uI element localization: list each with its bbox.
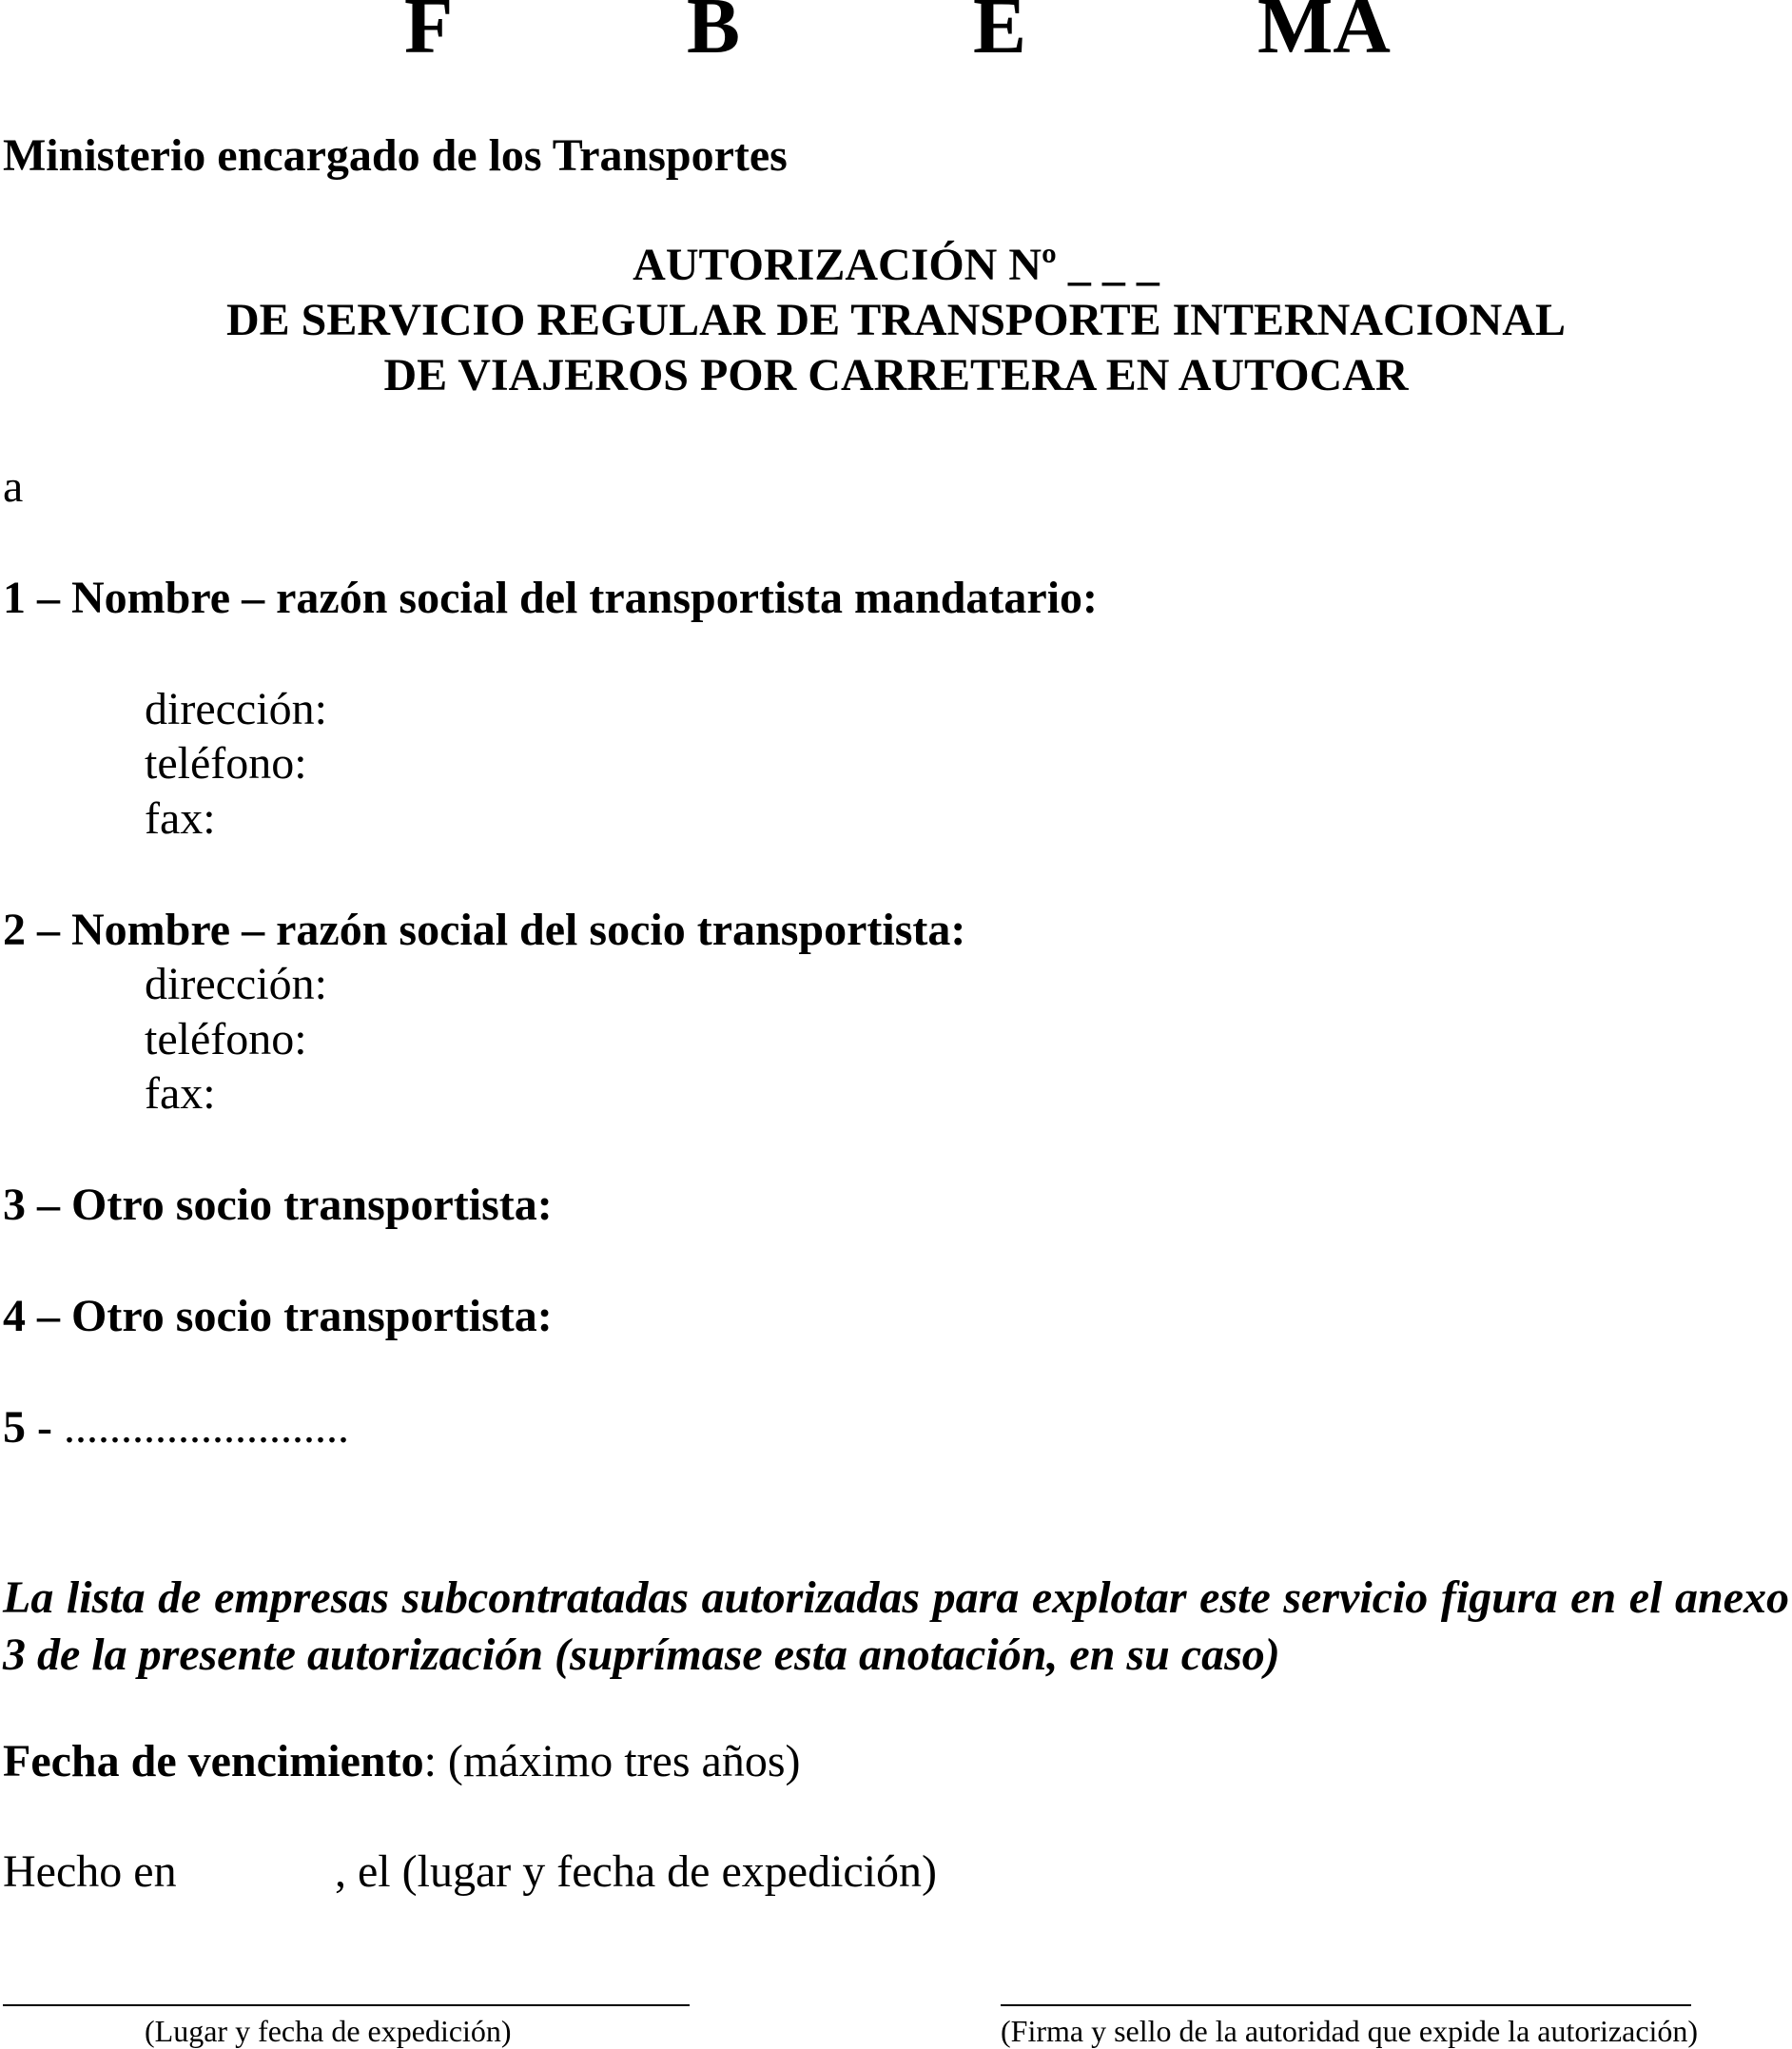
section-1-heading: 1 – Nombre – razón social del transportista mandatario:: [3, 573, 1099, 623]
signature-line-left: [3, 2004, 690, 2006]
section-4-heading: 4 – Otro socio transportista:: [3, 1291, 553, 1341]
signature-caption-right: (Firma y sello de la autoridad que expide la autorización): [1001, 2014, 1699, 2048]
expiry-label: Fecha de vencimiento: [3, 1736, 424, 1786]
section-3-heading: 3 – Otro socio transportista:: [3, 1180, 553, 1230]
subcontract-note: La lista de empresas subcontratadas autorizadas para explotar este servicio figura en el anexo 3 de la presente autorización (suprímase esta anotación, en su caso): [3, 1572, 1789, 1680]
section-1-fax-label: fax:: [145, 793, 216, 844]
header-letter-e: E: [973, 0, 1027, 70]
section-5-number: 5 -: [3, 1402, 52, 1453]
signature-caption-left: (Lugar y fecha de expedición): [145, 2014, 512, 2048]
expiry-value: : (máximo tres años): [423, 1736, 801, 1786]
signature-line-right: [1001, 2004, 1691, 2006]
expiry-line: [3, 1734, 800, 1789]
section-5-line: [3, 1400, 349, 1455]
document-title: [0, 238, 1792, 403]
section-2-heading: 2 – Nombre – razón social del socio transportista:: [3, 905, 966, 955]
title-line-3: DE VIAJEROS POR CARRETERA EN AUTOCAR: [383, 350, 1409, 400]
header-letter-f: F: [404, 0, 454, 70]
section-2-fax-label: fax:: [145, 1068, 216, 1119]
section-1-phone-label: teléfono:: [145, 738, 307, 789]
header-letter-b: B: [687, 0, 741, 70]
section-2-phone-label: teléfono:: [145, 1014, 307, 1064]
done-at-suffix: , el (lugar y fecha de expedición): [335, 1846, 938, 1897]
title-line-2: DE SERVICIO REGULAR DE TRANSPORTE INTERNACIONAL: [226, 295, 1566, 345]
section-5-dots: .........................: [63, 1402, 349, 1453]
done-at-prefix: Hecho en: [3, 1846, 177, 1897]
section-1-address-label: dirección:: [145, 684, 327, 734]
header-letters-ma: MA: [1257, 0, 1391, 70]
section-2-address-label: dirección:: [145, 959, 327, 1009]
recipient-prefix: a: [3, 461, 24, 512]
title-line-1: AUTORIZACIÓN Nº _ _ _: [633, 240, 1159, 290]
ministry-name: Ministerio encargado de los Transportes: [3, 130, 788, 181]
